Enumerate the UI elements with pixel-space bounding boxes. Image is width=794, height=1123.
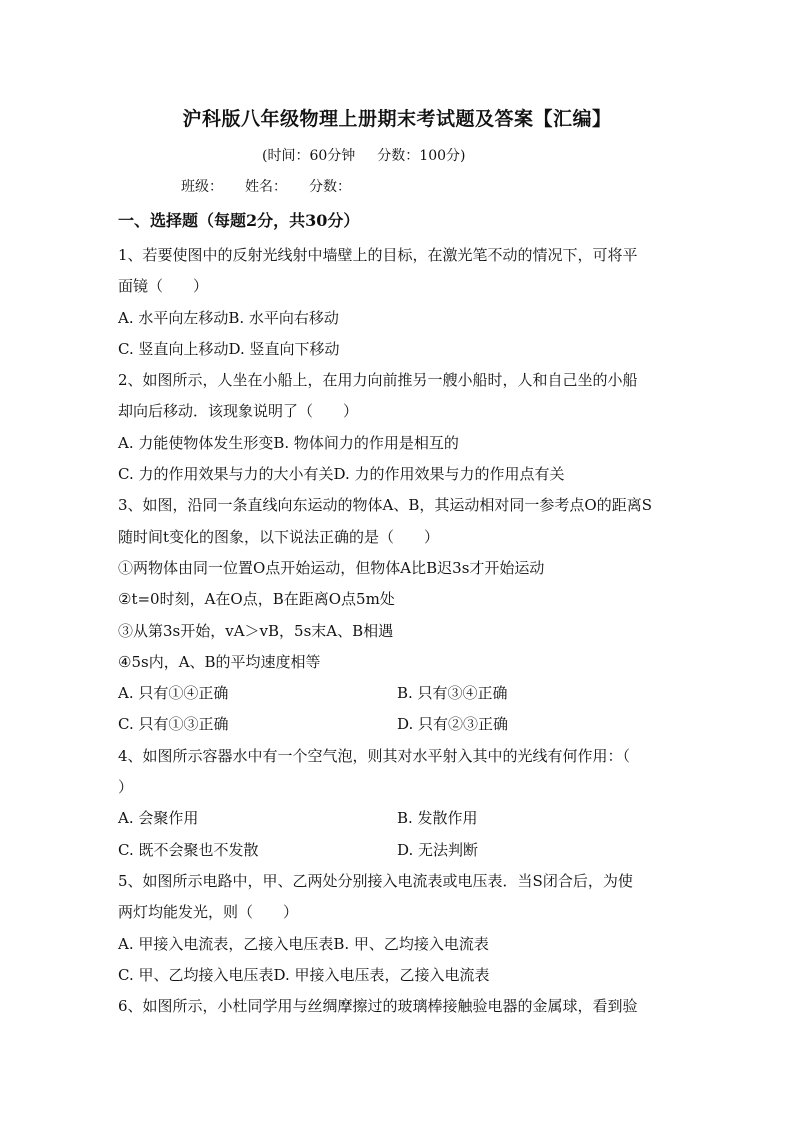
q3-statement-1: ①两物体由同一位置O点开始运动，但物体A比B迟3s才开始运动 [118,558,545,577]
class-label: 班级： [181,179,223,195]
q3-statement-3: ③从第3s开始，vA＞vB，5s末A、B相遇 [118,621,394,640]
q5-options-cd: C. 甲、乙均接入电压表D. 甲接入电压表，乙接入电流表 [118,965,490,984]
q3-option-d: D. 只有②③正确 [397,715,509,734]
q5-stem-line2: 两灯均能发光，则（ ） [118,903,299,922]
question-list [118,240,678,1022]
q3-statement-2: ②t=0时刻，A在O点，B在距离O点5m处 [118,590,395,609]
q3-stem-line1: 3、如图，沿同一条直线向东运动的物体A、B，其运动相对同一参考点O的距离S [118,496,652,515]
q2-options-cd: C. 力的作用效果与力的大小有关D. 力的作用效果与力的作用点有关 [118,465,565,484]
q5-stem-line1: 5、如图所示电路中，甲、乙两处分别接入电流表或电压表．当S闭合后，为使 [118,871,633,890]
exam-score: 分数：100分) [377,148,466,164]
q4-option-c: C. 既不会聚也不发散 [118,840,259,859]
q3-stem-line2: 随时间t变化的图象，以下说法正确的是（ ） [118,527,440,546]
q2-stem-line2: 却向后移动．该现象说明了（ ） [118,402,359,421]
q3-option-c: C. 只有①③正确 [118,715,229,734]
q1-options-cd: C. 竖直向上移动D. 竖直向下移动 [118,339,340,358]
q3-options-row2 [118,709,678,740]
exam-info [262,145,465,165]
q3-option-b: B. 只有③④正确 [397,684,508,703]
student-info [181,176,373,196]
q4-option-d: D. 无法判断 [397,840,479,859]
q3-options-row1 [118,678,678,709]
q4-option-b: B. 发散作用 [397,809,478,828]
q3-statement-4: ④5s内，A、B的平均速度相等 [118,652,321,671]
q4-stem-line1: 4、如图所示容器水中有一个空气泡，则其对水平射入其中的光线有何作用：（ [118,746,631,765]
q4-option-a: A. 会聚作用 [118,809,199,828]
q2-stem-line1: 2、如图所示，人坐在小船上，在用力向前推另一艘小船时，人和自己坐的小船 [118,371,638,390]
name-label: 姓名： [245,179,287,195]
q4-stem-line2: ） [118,778,134,797]
q4-options-row1 [118,803,678,834]
q1-stem-line1: 1、若要使图中的反射光线射中墙壁上的目标，在激光笔不动的情况下，可将平 [118,246,638,264]
q6-stem-line1: 6、如图所示，小杜同学用与丝绸摩擦过的玻璃棒接触验电器的金属球，看到验 [118,997,638,1016]
score-label: 分数： [309,179,351,195]
q2-options-ab: A. 力能使物体发生形变B. 物体间力的作用是相互的 [118,433,459,452]
exam-time: (时间：60分钟 [262,148,356,164]
q5-options-ab: A. 甲接入电流表，乙接入电压表B. 甲、乙均接入电流表 [118,934,489,953]
q1-options-ab: A. 水平向左移动B. 水平向右移动 [118,308,339,327]
section-title: 一、选择题（每题2分，共30分） [118,211,360,230]
page-title: 沪科版八年级物理上册期末考试题及答案【汇编】 [182,108,612,130]
q1-stem-line2: 面镜（ ） [118,277,209,296]
q4-options-row2 [118,835,678,866]
q3-option-a: A. 只有①④正确 [118,684,229,703]
